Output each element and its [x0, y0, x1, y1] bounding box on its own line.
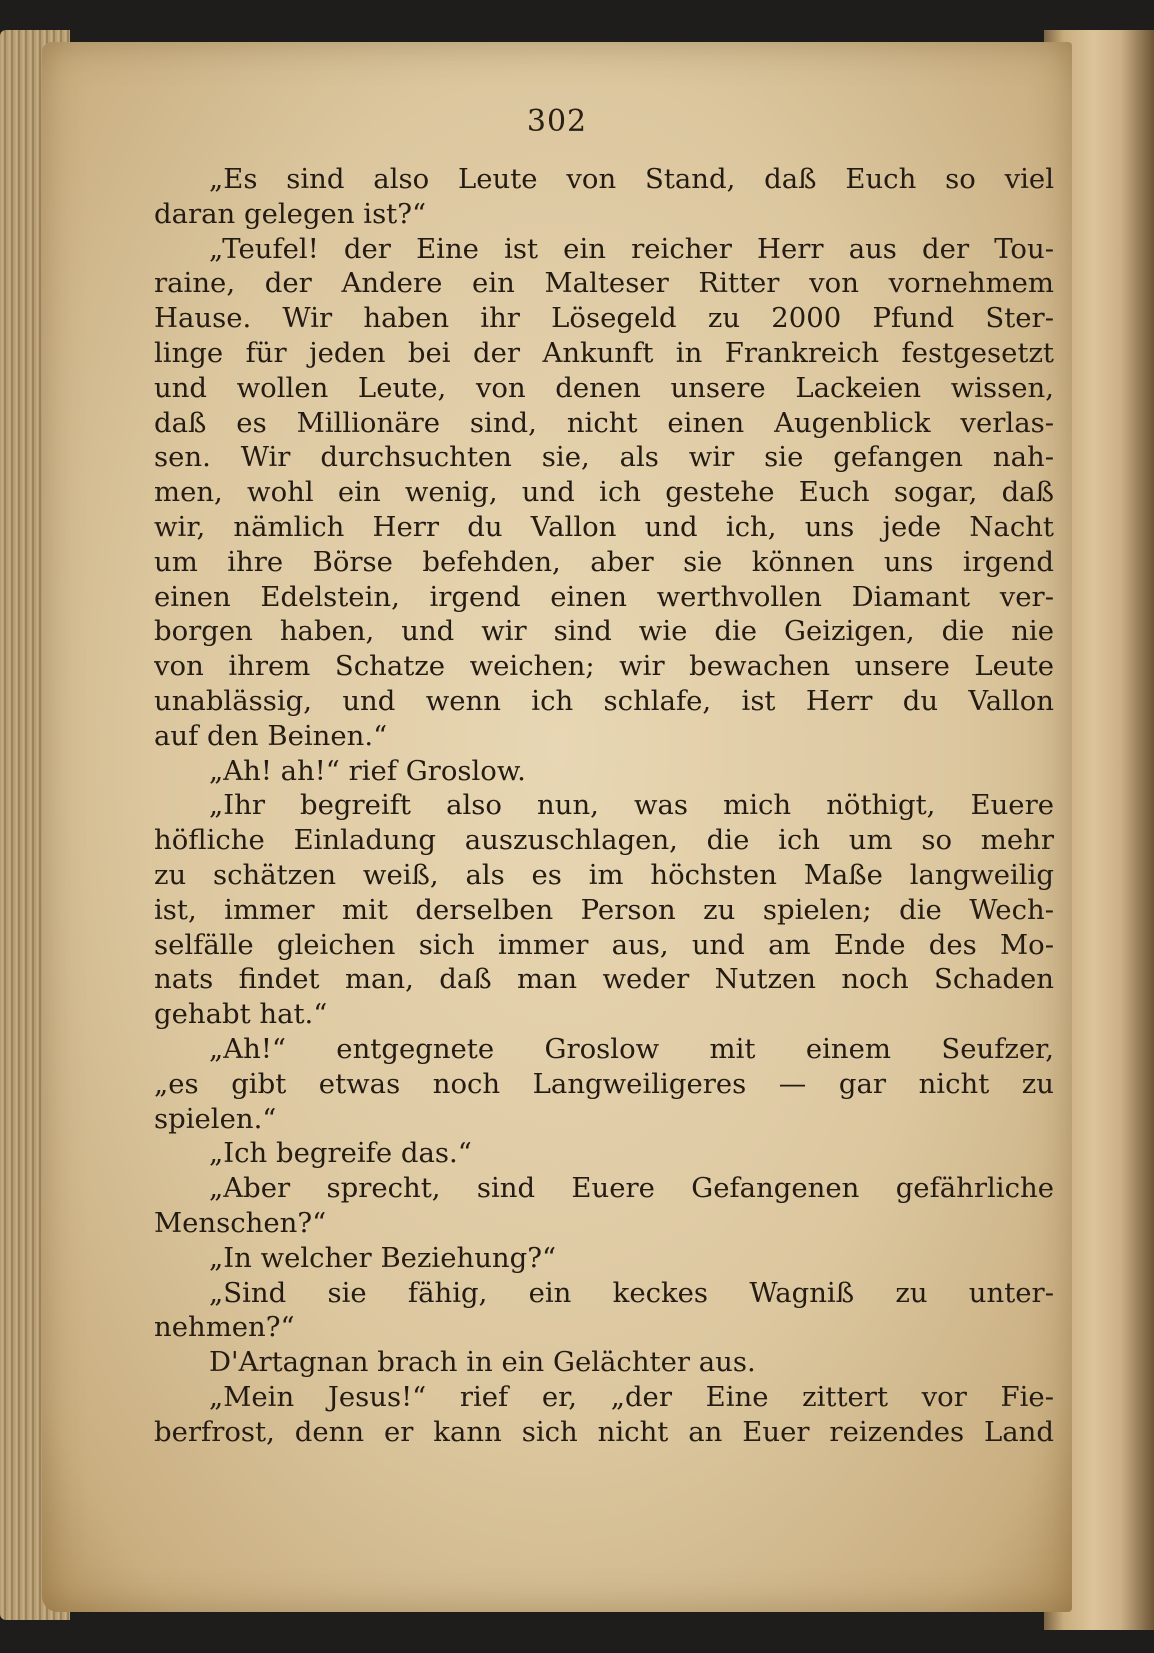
text-line: berfrost, denn er kann sich nicht an Euer reizendes Land	[154, 1415, 1054, 1448]
text-line: men, wohl ein wenig, und ich gestehe Euch sogar, daß	[154, 476, 1054, 509]
text-line: gehabt hat.“	[154, 998, 328, 1031]
text-line: „Ah!“ entgegnete Groslow mit einem Seufzer,	[209, 1032, 1054, 1065]
text-line: daran gelegen ist?“	[154, 197, 427, 230]
text-line: nehmen?“	[154, 1311, 295, 1344]
text-line: „Mein Jesus!“ rief er, „der Eine zittert vor Fie-	[209, 1380, 1054, 1413]
text-line: einen Edelstein, irgend einen werthvollen Diamant ver-	[154, 580, 1054, 613]
text-line: wir, nämlich Herr du Vallon und ich, uns jede Nacht	[154, 510, 1054, 543]
text-line: „Aber sprecht, sind Euere Gefangenen gefährliche	[209, 1172, 1054, 1205]
text-line: „Sind sie fähig, ein keckes Wagniß zu unter-	[209, 1276, 1054, 1309]
text-line: von ihrem Schatze weichen; wir bewachen unsere Leute	[154, 650, 1054, 683]
text-line: „Ihr begreift also nun, was mich nöthigt, Euere	[209, 789, 1054, 822]
text-line: linge für jeden bei der Ankunft in Frankreich festgesetzt	[154, 336, 1054, 369]
text-line: sen. Wir durchsuchten sie, als wir sie gefangen nah-	[154, 441, 1054, 474]
text-line: Menschen?“	[154, 1206, 327, 1239]
text-line: und wollen Leute, von denen unsere Lackeien wissen,	[154, 371, 1054, 404]
text-line: Hause. Wir haben ihr Lösegeld zu 2000 Pfund Ster-	[154, 302, 1054, 335]
page-number: 302	[526, 104, 588, 139]
text-line: raine, der Andere ein Malteser Ritter von vornehmem	[154, 267, 1054, 300]
text-line: daß es Millionäre sind, nicht einen Augenblick verlas-	[154, 406, 1054, 439]
text-line: spielen.“	[154, 1102, 277, 1135]
text-line: D'Artagnan brach in ein Gelächter aus.	[209, 1346, 756, 1379]
text-line: borgen haben, und wir sind wie die Geizigen, die nie	[154, 615, 1054, 648]
text-line: „Ah! ah!“ rief Groslow.	[209, 754, 526, 787]
text-line: auf den Beinen.“	[154, 719, 388, 752]
text-line: um ihre Börse befehden, aber sie können uns irgend	[154, 545, 1054, 578]
text-line: „Es sind also Leute von Stand, daß Euch so viel	[209, 163, 1054, 195]
text-line: ist, immer mit derselben Person zu spielen; die Wech-	[154, 893, 1054, 926]
text-line: „Ich begreife das.“	[209, 1137, 472, 1170]
body-text	[154, 162, 1054, 1449]
book-page	[42, 42, 1072, 1612]
text-line: zu schätzen weiß, als es im höchsten Maße langweilig	[154, 858, 1054, 891]
text-line: höfliche Einladung auszuschlagen, die ich um so mehr	[154, 824, 1054, 857]
text-line: nats findet man, daß man weder Nutzen noch Schaden	[154, 963, 1054, 996]
text-line: selfälle gleichen sich immer aus, und am Ende des Mo-	[154, 928, 1054, 961]
text-line: „In welcher Beziehung?“	[209, 1241, 557, 1274]
text-line: unablässig, und wenn ich schlafe, ist Herr du Vallon	[154, 684, 1054, 717]
text-line: „Teufel! der Eine ist ein reicher Herr aus der Tou-	[209, 232, 1054, 265]
text-line: „es gibt etwas noch Langweiligeres — gar nicht zu	[154, 1067, 1054, 1100]
